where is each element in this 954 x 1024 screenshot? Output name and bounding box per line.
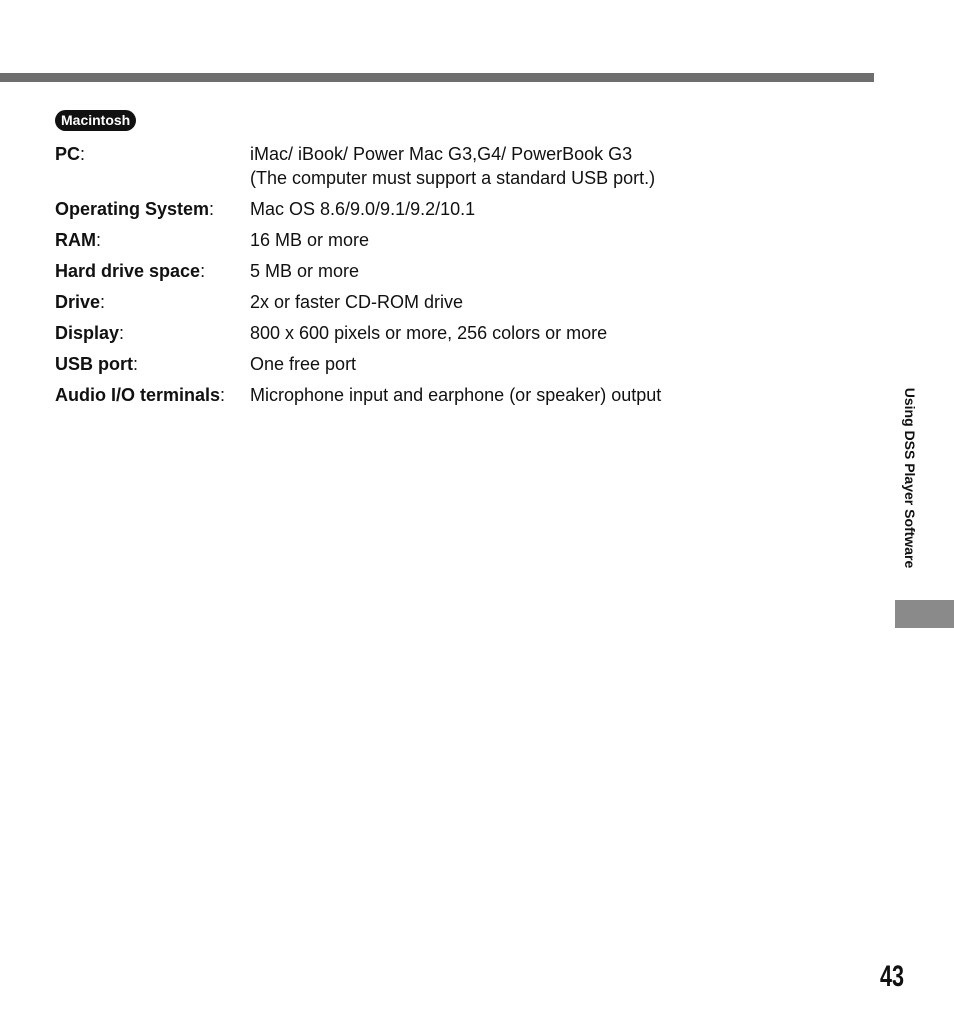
spec-value: 16 MB or more	[250, 230, 370, 250]
spec-row-pc	[55, 142, 855, 190]
header-rule	[0, 73, 874, 82]
spec-label: Drive:	[55, 292, 106, 312]
spec-row-usb-port	[55, 352, 855, 376]
spec-label: Hard drive space:	[55, 261, 206, 281]
spec-value: Mac OS 8.6/9.0/9.1/9.2/10.1	[250, 199, 476, 219]
spec-row-display	[55, 321, 855, 345]
spec-value: Microphone input and earphone (or speaker) output	[250, 385, 662, 405]
spec-row-drive	[55, 290, 855, 314]
page-number: 43	[880, 960, 905, 993]
spec-label: PC:	[55, 144, 86, 164]
spec-value: 5 MB or more	[250, 261, 360, 281]
spec-label: USB port:	[55, 354, 139, 374]
spec-row-audio-io-terminals	[55, 383, 855, 407]
spec-row-hard-drive-space	[55, 259, 855, 283]
spec-value: One free port	[250, 354, 357, 374]
chapter-side-title: Using DSS Player Software	[902, 387, 918, 569]
spec-label: RAM:	[55, 230, 102, 250]
spec-row-ram	[55, 228, 855, 252]
spec-list	[55, 142, 855, 414]
spec-label: Operating System:	[55, 199, 215, 219]
macintosh-badge: Macintosh	[55, 110, 136, 131]
spec-row-operating-system	[55, 197, 855, 221]
spec-label: Audio I/O terminals:	[55, 385, 226, 405]
spec-value: 2x or faster CD-ROM drive	[250, 292, 464, 312]
chapter-tab-marker	[895, 600, 954, 628]
spec-value: 800 x 600 pixels or more, 256 colors or more	[250, 323, 608, 343]
spec-label: Display:	[55, 323, 125, 343]
spec-value: iMac/ iBook/ Power Mac G3,G4/ PowerBook G3 (The computer must support a standard USB port.)	[250, 144, 656, 188]
